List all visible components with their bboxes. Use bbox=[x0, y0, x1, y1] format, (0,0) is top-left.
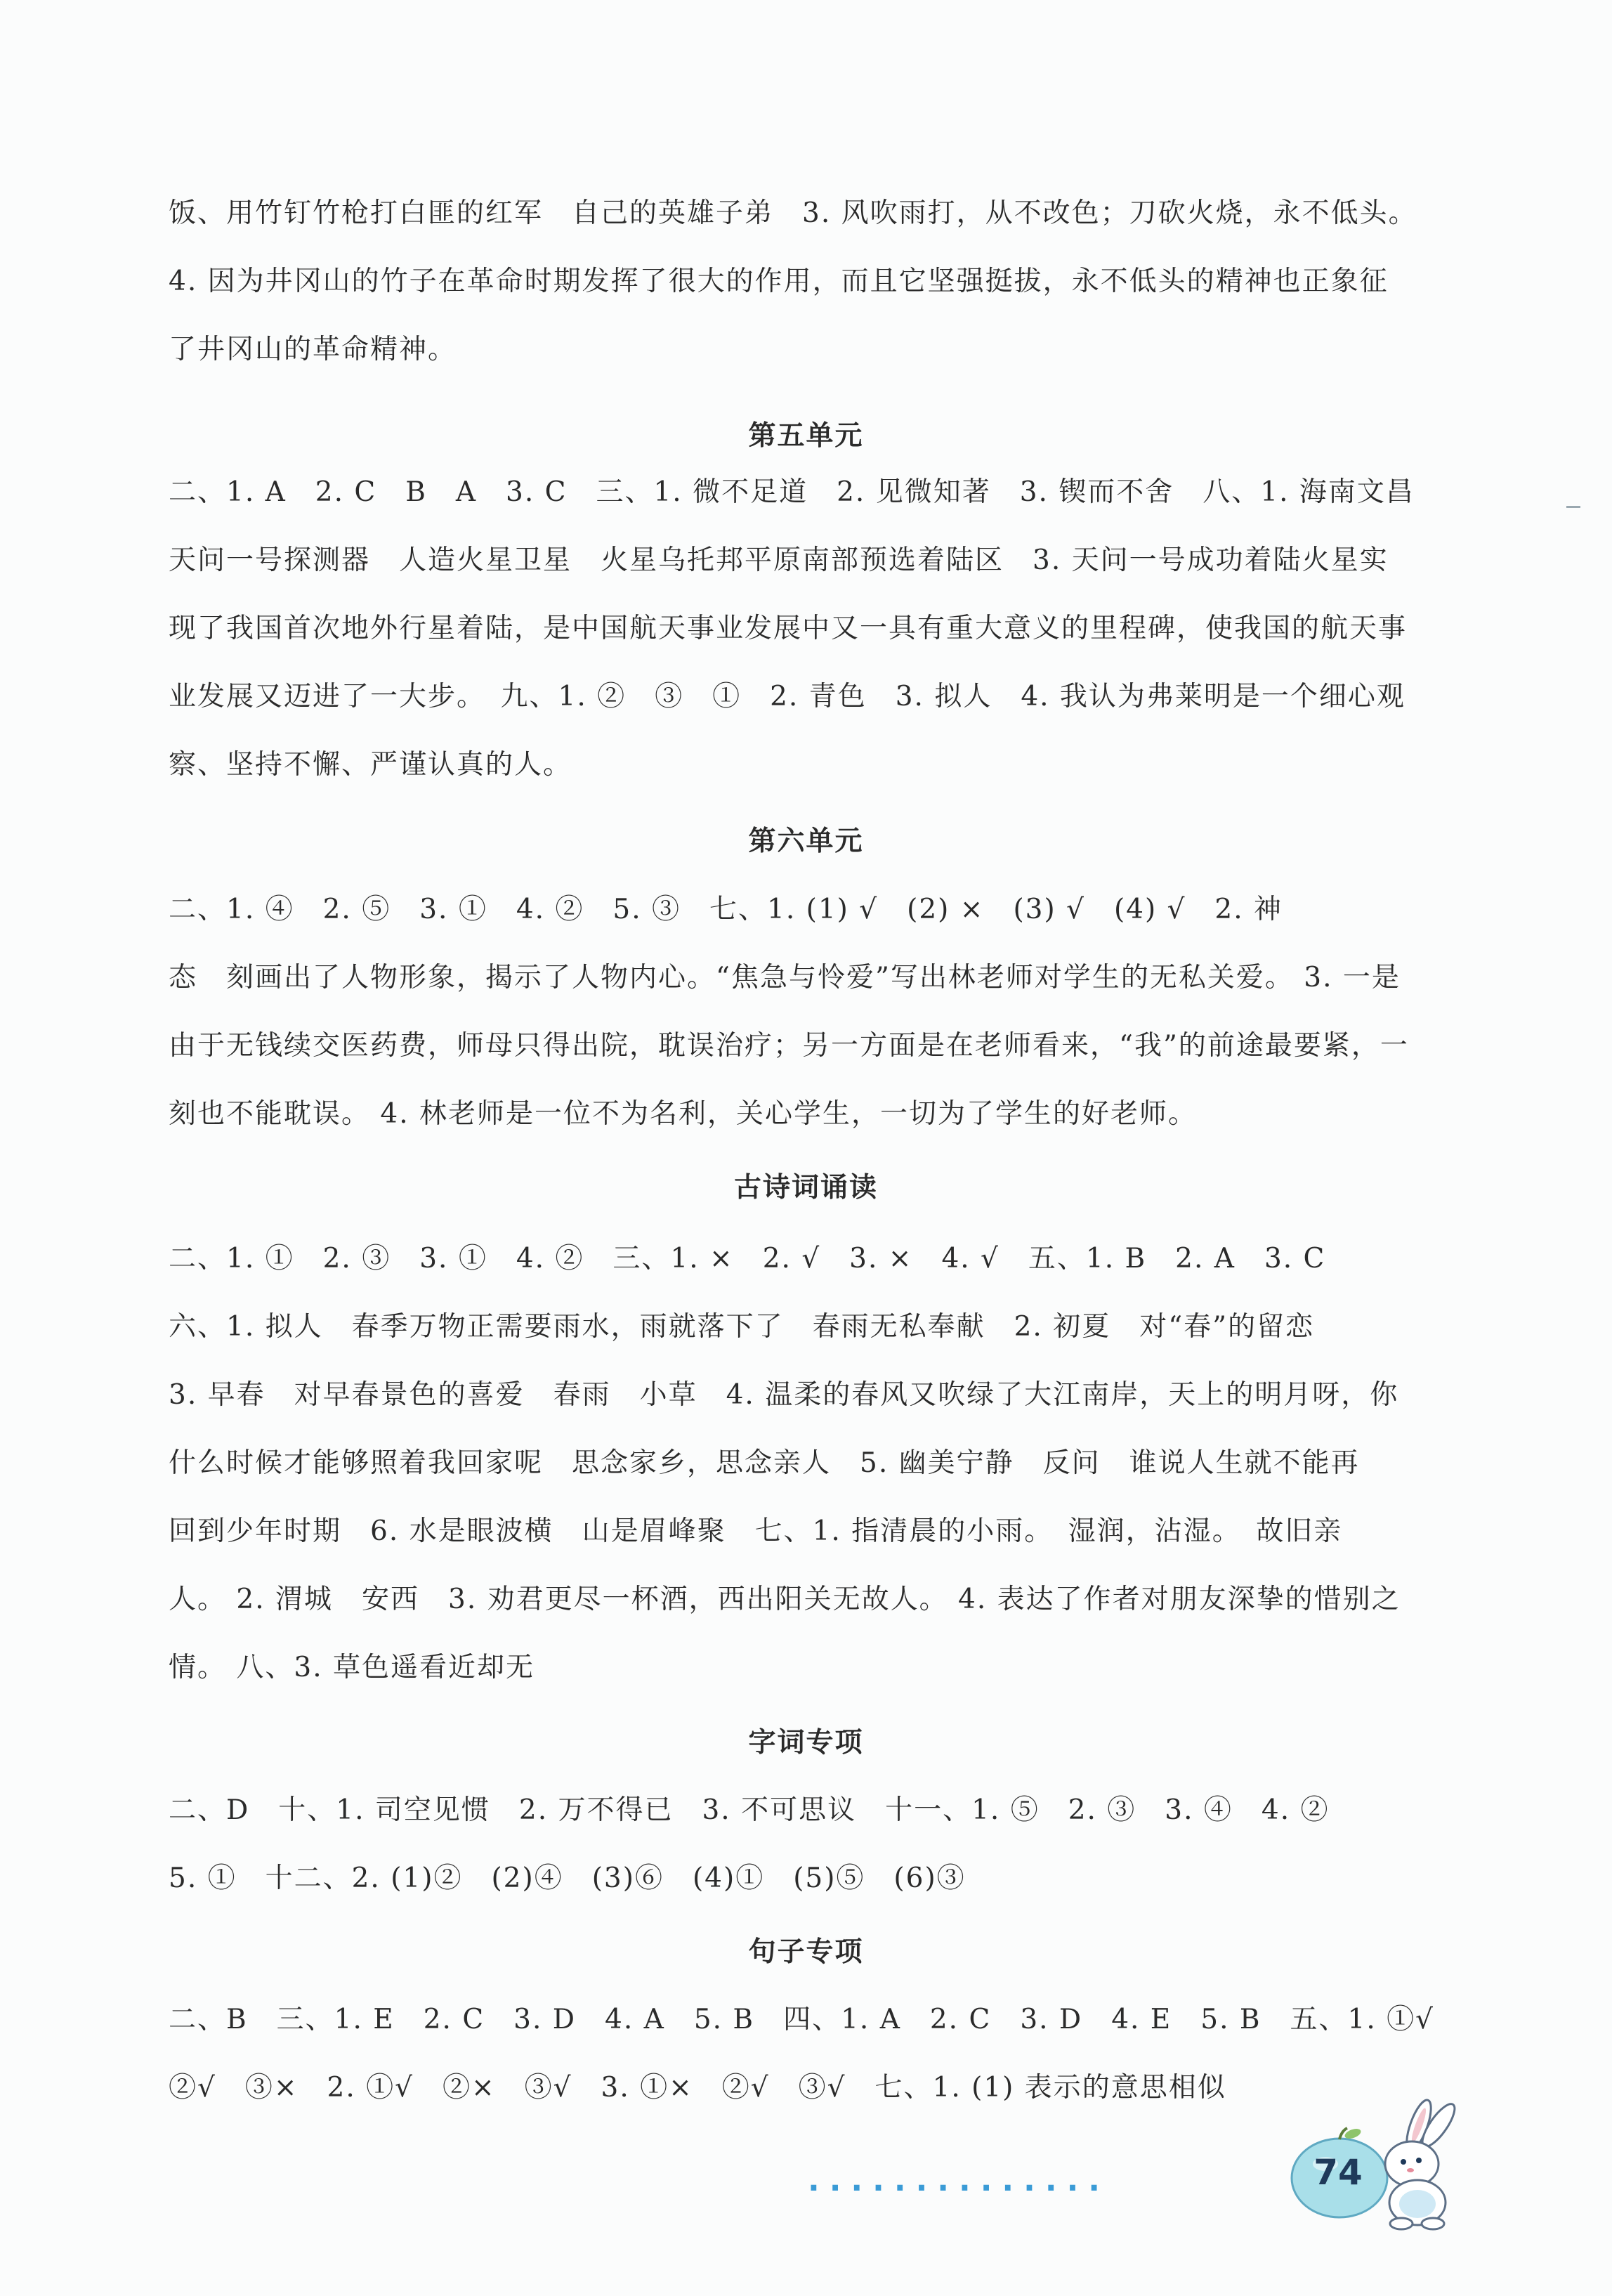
section-title-words: 字词专项 bbox=[748, 1726, 864, 1759]
page-number: 74 bbox=[1313, 2152, 1363, 2193]
poetry-line: 什么时候才能够照着我回家呢 思念家乡，思念亲人 5. 幽美宁静 反问 谁说人生就不能再 bbox=[169, 1447, 1360, 1479]
unit6-line: 态 刻画出了人物形象，揭示了人物内心。“焦急与怜爱”写出林老师对学生的无私关爱。 3. 一是 bbox=[169, 962, 1401, 993]
unit5-line: 业发展又迈进了一大步。 九、1. ② ③ ① 2. 青色 3. 拟人 4. 我认为弗莱明是一个细心观 bbox=[169, 681, 1405, 712]
edge-mark bbox=[1566, 506, 1580, 508]
top-line-1: 饭、用竹钉竹枪打白匪的红军 自己的英雄子弟 3. 风吹雨打，从不改色；刀砍火烧，永不低头。 bbox=[169, 197, 1417, 229]
words-line: 二、D 十、1. 司空见惯 2. 万不得已 3. 不可思议 十一、1. ⑤ 2. ③ 3. ④ 4. ② bbox=[169, 1794, 1330, 1826]
sentences-line: ②√ ③× 2. ①√ ②× ③√ 3. ①× ②√ ③√ 七、1. (1) 表示的意思相似 bbox=[169, 2072, 1226, 2103]
unit5-line: 天问一号探测器 人造火星卫星 火星乌托邦平原南部预选着陆区 3. 天问一号成功着陆火星实 bbox=[169, 544, 1389, 576]
section-title-poetry: 古诗词诵读 bbox=[733, 1171, 878, 1204]
section-title-unit6: 第六单元 bbox=[748, 825, 864, 857]
unit6-line: 刻也不能耽误。 4. 林老师是一位不为名利，关心学生，一切为了学生的好老师。 bbox=[169, 1098, 1198, 1130]
rabbit-mascot-icon bbox=[1363, 2097, 1468, 2231]
unit5-line: 现了我国首次地外行星着陆，是中国航天事业发展中又一具有重大意义的里程碑，使我国的航天事 bbox=[169, 613, 1408, 644]
words-line: 5. ① 十二、2. (1)② (2)④ (3)⑥ (4)① (5)⑤ (6)③ bbox=[169, 1863, 966, 1894]
top-line-3: 了井冈山的革命精神。 bbox=[169, 334, 457, 365]
unit6-line: 由于无钱续交医药费，师母只得出院，耽误治疗；另一方面是在老师看来，“我”的前途最要紧，一 bbox=[169, 1030, 1409, 1062]
poetry-line: 情。 八、3. 草色遥看近却无 bbox=[169, 1652, 535, 1683]
poetry-line: 六、1. 拟人 春季万物正需要雨水，雨就落下了 春雨无私奉献 2. 初夏 对“春”的留恋 bbox=[169, 1311, 1315, 1343]
section-title-sentences: 句子专项 bbox=[748, 1936, 864, 1968]
section-title-unit5: 第五单元 bbox=[748, 419, 864, 452]
top-line-2: 4. 因为井冈山的竹子在革命时期发挥了很大的作用，而且它坚强挺拔，永不低头的精神也正象征 bbox=[169, 266, 1389, 297]
page-footer bbox=[808, 2097, 1468, 2238]
unit5-line: 二、1. A 2. C B A 3. C 三、1. 微不足道 2. 见微知著 3. 锲而不舍 八、1. 海南文昌 bbox=[169, 476, 1415, 508]
poetry-line: 回到少年时期 6. 水是眼波横 山是眉峰聚 七、1. 指清晨的小雨。 湿润，沾湿。 故旧亲 bbox=[169, 1515, 1343, 1547]
poetry-line: 人。 2. 渭城 安西 3. 劝君更尽一杯酒，西出阳关无故人。 4. 表达了作者对朋友深挚的惜别之 bbox=[169, 1584, 1401, 1615]
sentences-line: 二、B 三、1. E 2. C 3. D 4. A 5. B 四、1. A 2. C 3. D 4. E 5. B 五、1. ①√ bbox=[169, 2004, 1434, 2035]
poetry-line: 3. 早春 对早春景色的喜爱 春雨 小草 4. 温柔的春风又吹绿了大江南岸，天上的明月呀，你 bbox=[169, 1379, 1399, 1411]
unit5-line: 察、坚持不懈、严谨认真的人。 bbox=[169, 749, 572, 781]
poetry-line: 二、1. ① 2. ③ 3. ① 4. ② 三、1. × 2. √ 3. × 4. √ 五、1. B 2. A 3. C bbox=[169, 1243, 1326, 1274]
footer-dots: ·············· bbox=[808, 2170, 1110, 2206]
unit6-line: 二、1. ④ 2. ⑤ 3. ① 4. ② 5. ③ 七、1. (1) √ (2) × (3) √ (4) √ 2. 神 bbox=[169, 894, 1283, 925]
